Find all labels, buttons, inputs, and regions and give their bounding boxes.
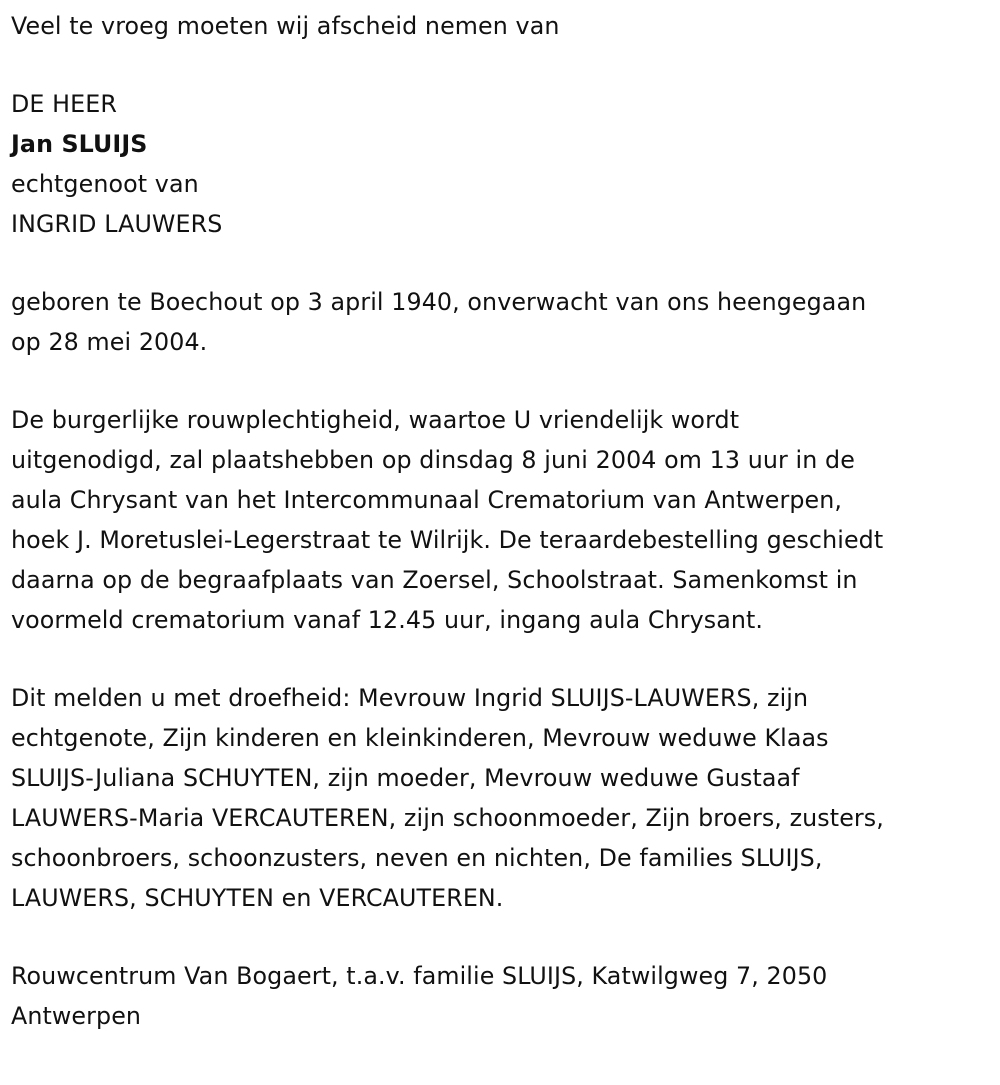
ceremony-line: voormeld crematorium vanaf 12.45 uur, ingang aula Chrysant. [11,606,764,634]
birth-line: op 28 mei 2004. [11,328,208,356]
address-line: Rouwcentrum Van Bogaert, t.a.v. familie SLUIJS, Katwilgweg 7, 2050 [11,962,828,990]
family-line: SLUIJS-Juliana SCHUYTEN, zijn moeder, Mevrouw weduwe Gustaaf [11,764,800,792]
spacer [11,362,996,400]
relation-text: echtgenoot van [11,170,199,198]
spouse-name: INGRID LAUWERS [11,210,223,238]
ceremony-line: De burgerlijke rouwplechtigheid, waartoe U vriendelijk wordt [11,406,740,434]
spacer [11,640,996,678]
ceremony-line: aula Chrysant van het Intercommunaal Crematorium van Antwerpen, [11,486,843,514]
intro-text: Veel te vroeg moeten wij afscheid nemen van [11,12,560,40]
birth-paragraph [11,282,996,362]
family-paragraph [11,678,996,918]
family-line: Dit melden u met droefheid: Mevrouw Ingrid SLUIJS-LAUWERS, zijn [11,684,809,712]
ceremony-paragraph [11,400,996,640]
address-paragraph [11,956,996,1036]
birth-line: geboren te Boechout op 3 april 1940, onverwacht van ons heengegaan [11,288,867,316]
spacer [11,244,996,282]
family-line: LAUWERS, SCHUYTEN en VERCAUTEREN. [11,884,504,912]
ceremony-line: daarna op de begraafplaats van Zoersel, Schoolstraat. Samenkomst in [11,566,858,594]
spacer [11,918,996,956]
title-prefix: DE HEER [11,90,117,118]
ceremony-line: hoek J. Moretuslei-Legerstraat te Wilrijk. De teraardebestelling geschiedt [11,526,884,554]
family-line: echtgenote, Zijn kinderen en kleinkinderen, Mevrouw weduwe Klaas [11,724,829,752]
deceased-name: Jan SLUIJS [11,130,148,158]
spacer [11,46,996,84]
address-line: Antwerpen [11,1002,142,1030]
family-line: LAUWERS-Maria VERCAUTEREN, zijn schoonmoeder, Zijn broers, zusters, [11,804,884,832]
death-notice [11,6,996,1036]
family-line: schoonbroers, schoonzusters, neven en nichten, De families SLUIJS, [11,844,823,872]
ceremony-line: uitgenodigd, zal plaatshebben op dinsdag 8 juni 2004 om 13 uur in de [11,446,855,474]
